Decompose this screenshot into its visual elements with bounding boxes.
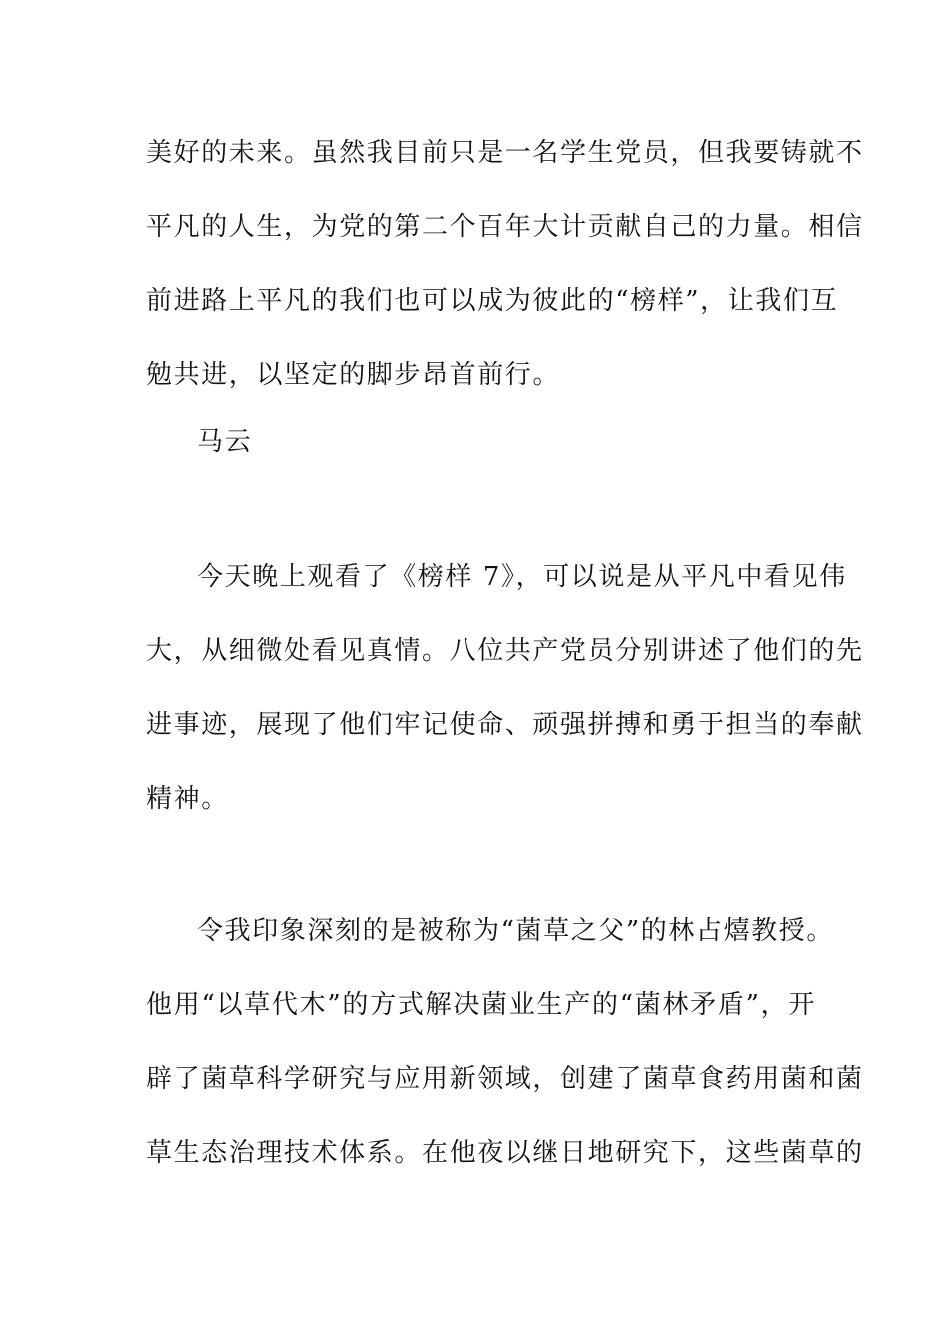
paragraph1-line-2: 平凡的人生，为党的第二个百年大计贡献自己的力量。相信 (146, 212, 864, 242)
paragraph3-line-2: 他用“以草代木”的方式解决菌业生产的“菌林矛盾”，开 (146, 990, 816, 1020)
author-name: 马云 (197, 427, 253, 457)
paragraph2-line-3: 进事迹，展现了他们牢记使命、顽强拼搏和勇于担当的奉献 (146, 710, 864, 740)
paragraph3-line-1: 令我印象深刻的是被称为“菌草之父”的林占熺教授。 (197, 916, 834, 946)
paragraph2-line-4: 精神。 (146, 784, 229, 814)
paragraph2-line-2: 大，从细微处看见真情。八位共产党员分别讲述了他们的先 (146, 636, 864, 666)
paragraph2-line-1: 今天晚上观看了《榜样 7》，可以说是从平凡中看见伟 (197, 562, 847, 592)
paragraph3-line-3: 辟了菌草科学研究与应用新领域，创建了菌草食药用菌和菌 (146, 1064, 864, 1094)
paragraph3-line-4: 草生态治理技术体系。在他夜以继日地研究下，这些菌草的 (146, 1138, 864, 1168)
paragraph1-line-3: 前进路上平凡的我们也可以成为彼此的“榜样”，让我们互 (146, 286, 839, 316)
paragraph1-line-4: 勉共进，以坚定的脚步昂首前行。 (146, 360, 561, 390)
paragraph1-line-1: 美好的未来。虽然我目前只是一名学生党员，但我要铸就不 (146, 138, 864, 168)
